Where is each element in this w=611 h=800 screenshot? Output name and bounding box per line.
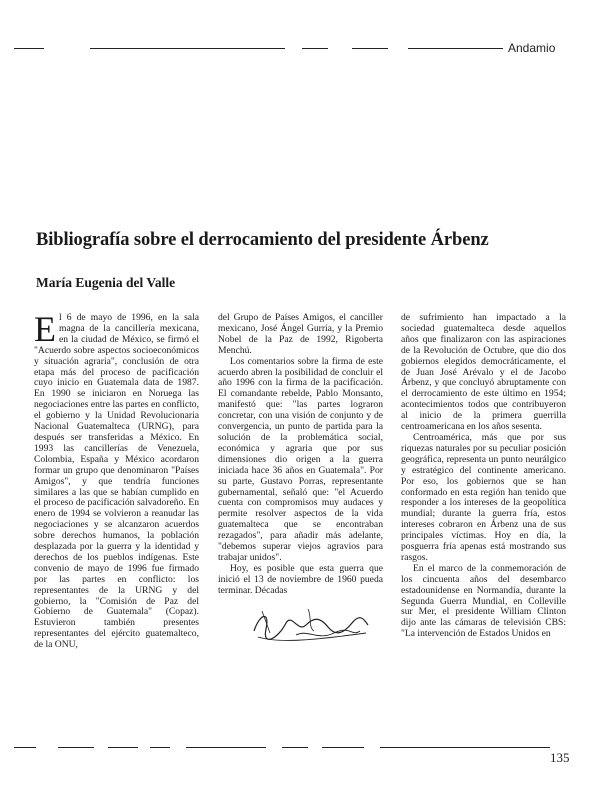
footer-rule bbox=[150, 747, 170, 748]
footer-rule bbox=[108, 747, 138, 748]
header-rule bbox=[352, 48, 388, 49]
header-rule bbox=[90, 48, 285, 49]
page-number: 135 bbox=[550, 750, 570, 765]
section-name: Andamio bbox=[508, 41, 556, 55]
paragraph bbox=[34, 309, 199, 651]
header-rule bbox=[302, 48, 328, 49]
text-column-1 bbox=[34, 309, 199, 651]
header-rule bbox=[408, 48, 503, 49]
paragraph: de sufrimiento han impactado a la sociedad guatemalteca desde aquellos años que finalizaron con las aspiraciones de la Revolución de Octubre, que dio dos gobiernos elegidos democráticamente, el de Juan José Arévalo y el de Jacobo Árbenz, y que concluyó abruptamente con el derrocamiento de este último en 1954; acontecimientos todos que contribuyeron al inicio de la primera guerrilla centroamericana en los años sesenta. bbox=[401, 312, 566, 433]
text-column-3 bbox=[401, 313, 566, 640]
paragraph: Los comentarios sobre la firma de este acuerdo abren la posibilidad de concluir el año 1996 con la firma de la pacificación. El comandante rebelde, Pablo Monsanto, manifestó que: "las partes lograron concretar, con una visión de conjunto y de convergencia, un punto de partida para la solución de la problemática social, económica y agraria que por sus dimensiones dio origen a la guerra iniciada hace 36 años en Guatemala". Por su parte, Gustavo Porras, representante gubernamental, señaló que: "el Acuerdo cuenta con compromisos muy audaces y permite resolver aspectos de la vida guatemalteca que se encontraban rezagados", para añadir más adelante, "debemos superar viejos agravios para trabajar unidos". bbox=[218, 355, 383, 563]
paragraph: Hoy, es posible que esta guerra que inició el 13 de noviembre de 1960 pueda terminar. Décadas bbox=[218, 562, 383, 596]
footer-rule bbox=[58, 747, 94, 748]
paragraph: En el marco de la conmemoración de los cincuenta años del desembarco estadounidense en Normandía, durante la Segunda Guerra Mundial, en Colleville sur Mer, el presidente William Clinton dijo ante las cámaras de televisión CBS: "La intervención de Estados Unidos en bbox=[401, 562, 566, 640]
footer-rule bbox=[186, 747, 266, 748]
text-column-2 bbox=[218, 313, 383, 648]
signature-image bbox=[248, 603, 373, 648]
header-rule bbox=[14, 48, 44, 49]
footer-rule bbox=[322, 747, 364, 748]
paragraph: Centroamérica, más que por sus riquezas naturales por su peculiar posición geográfica, representa un punto neurálgico y estratégico del continente americano. Por eso, los gobiernos que se han conformado en esta región han tenido que responder a los intereses de la geopolítica mundial; durante la guerra fría, estos intereses cobraron en Árbenz una de sus principales víctimas. Hoy en día, la posguerra fría apenas está mostrando sus rasgos. bbox=[401, 431, 566, 563]
article-title: Bibliografía sobre el derrocamiento del presidente Árbenz bbox=[36, 230, 489, 250]
footer-rule bbox=[282, 747, 308, 748]
article-author: María Eugenia del Valle bbox=[36, 275, 176, 290]
paragraph-text: l 6 de mayo de 1996, en la sala magna de la cancillería mexicana, en la ciudad de México, se firmó el "Acuerdo sobre aspectos socioeconómicos y situación agraria", conclusión de otra etapa más del proceso de pacificación cuyo inicio en Guatemala data de 1987. En 1990 se iniciaron en Noruega las negociaciones entre las partes en conflicto, el gobierno y la Unidad Revolucionaria Nacional Guatemalteca (URNG), para después ser transferidas a México. En 1993 las cancillerías de Venezuela, Colombia, España y México acordaron formar un grupo que denominaron "Países Amigos", y que tendría funciones similares a las que se habían cumplido en el proceso de pacificación salvadoreño. En enero de 1994 se volvieron a reanudar las negociaciones y se alcanzaron acuerdos sobre derechos humanos, la población desplazada por la guerra y la identidad y derechos de los pueblos indígenas. Este convenio de mayo de 1996 fue firmado por las partes en conflicto: los representantes de la URNG y del gobierno, la "Comisión de Paz del Gobierno de Guatemala" (Copaz). Estuvieron también presentes representantes del ejército guatemalteco, de la ONU, bbox=[34, 312, 199, 651]
footer-rule bbox=[14, 747, 36, 748]
drop-cap: E bbox=[34, 309, 56, 349]
paragraph: del Grupo de Países Amigos, el canciller mexicano, José Ángel Gurría, y la Premio Nobel de la Paz de 1992, Rigoberta Menchú. bbox=[218, 312, 383, 356]
footer-rule bbox=[380, 747, 550, 748]
